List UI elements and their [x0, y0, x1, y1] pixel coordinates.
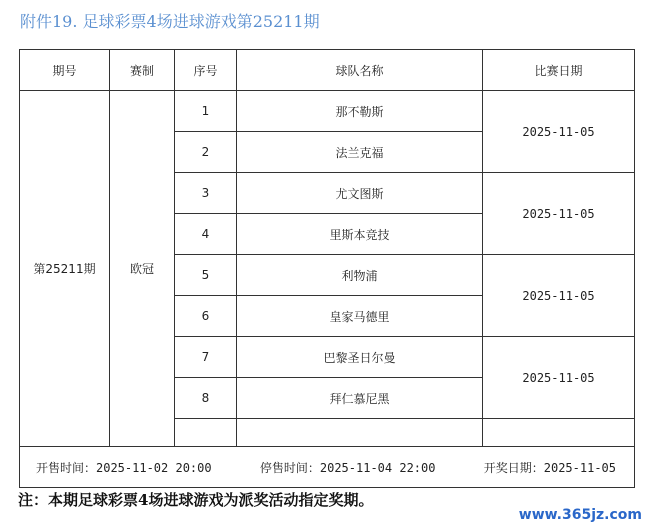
blank-cell — [175, 419, 237, 447]
header-row — [20, 50, 635, 91]
team-cell: 皇家马德里 — [237, 296, 483, 337]
team-cell: 利物浦 — [237, 255, 483, 296]
seq-cell: 1 — [175, 91, 237, 132]
team-cell: 那不勒斯 — [237, 91, 483, 132]
header-team: 球队名称 — [237, 50, 483, 91]
note-text: 注：本期足球彩票4场进球游戏为派奖活动指定奖期。 — [18, 491, 374, 509]
header-issue: 期号 — [20, 50, 110, 91]
seq-cell: 6 — [175, 296, 237, 337]
seq-cell: 8 — [175, 378, 237, 419]
sale-stop-time: 停售时间：2025-11-04 22:00 — [259, 460, 436, 475]
blank-cell — [483, 419, 635, 447]
header-seq: 序号 — [175, 50, 237, 91]
document-title: 附件19. 足球彩票4场进球游戏第25211期 — [20, 12, 320, 31]
blank-cell — [237, 419, 483, 447]
date-cell: 2025-11-05 — [483, 337, 635, 419]
header-competition: 赛制 — [110, 50, 175, 91]
site-watermark: www.365jz.com — [518, 507, 642, 523]
seq-cell: 4 — [175, 214, 237, 255]
draw-date: 开奖日期：2025-11-05 — [483, 460, 616, 475]
table-row — [20, 91, 635, 132]
sale-info-row — [20, 447, 635, 488]
date-cell: 2025-11-05 — [483, 173, 635, 255]
team-cell: 尤文图斯 — [237, 173, 483, 214]
team-cell: 巴黎圣日尔曼 — [237, 337, 483, 378]
lottery-schedule-table — [19, 49, 635, 488]
team-cell: 拜仁慕尼黑 — [237, 378, 483, 419]
team-cell: 法兰克福 — [237, 132, 483, 173]
seq-cell: 5 — [175, 255, 237, 296]
header-date: 比赛日期 — [483, 50, 635, 91]
team-cell: 里斯本竞技 — [237, 214, 483, 255]
seq-cell: 2 — [175, 132, 237, 173]
sale-start-time: 开售时间：2025-11-02 20:00 — [36, 460, 212, 475]
competition-cell: 欧冠 — [110, 91, 175, 447]
seq-cell: 7 — [175, 337, 237, 378]
seq-cell: 3 — [175, 173, 237, 214]
date-cell: 2025-11-05 — [483, 91, 635, 173]
issue-cell: 第25211期 — [20, 91, 110, 447]
sale-info-cell — [20, 447, 635, 488]
date-cell: 2025-11-05 — [483, 255, 635, 337]
